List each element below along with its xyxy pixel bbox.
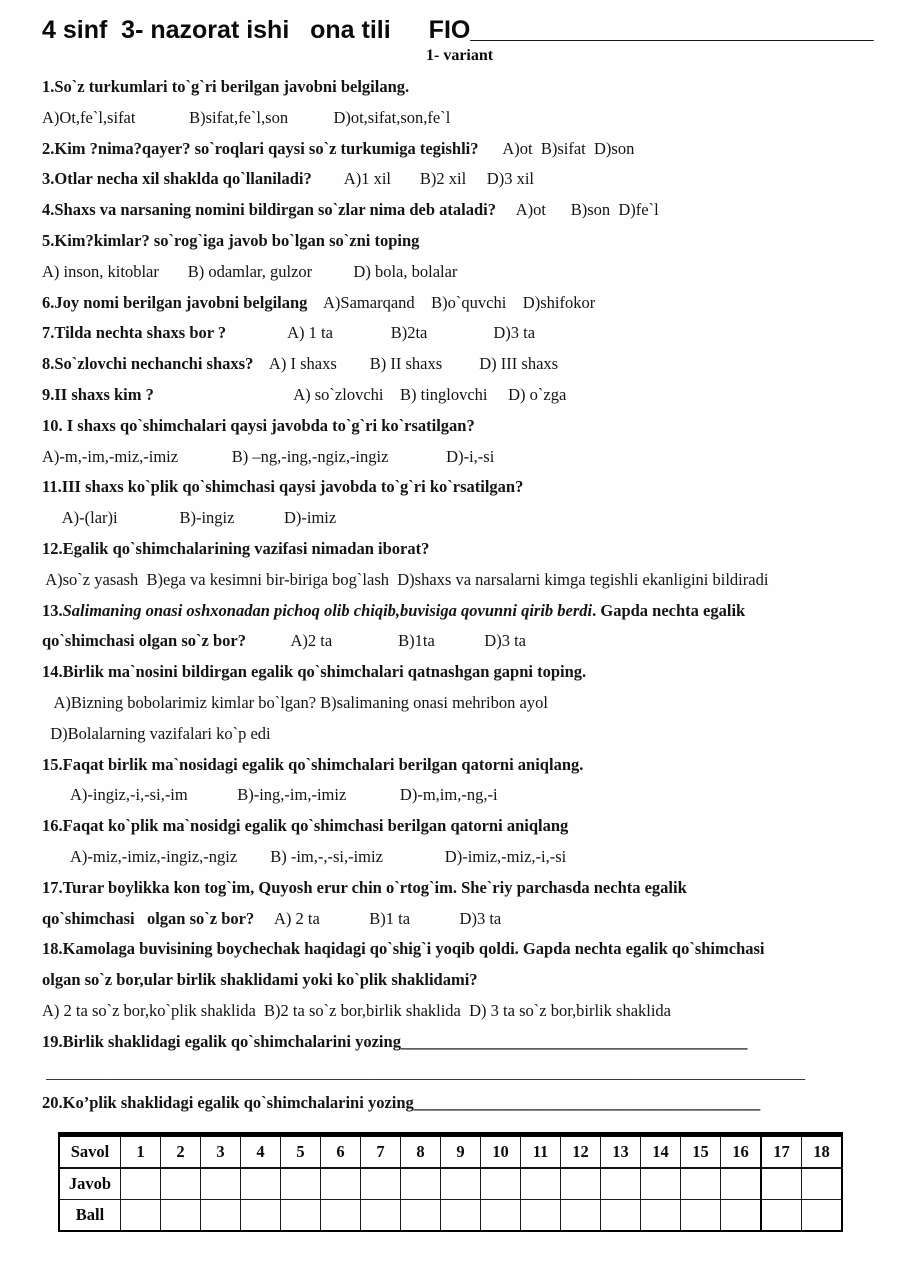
text-segment: A)2 ta B)1ta D)3 ta	[245, 631, 526, 651]
text-segment: A)so`z yasash B)ega va kesimni bir-biriga bog`lash D)shaxs va narsalarni kimga tegishli ekanligini bildiradi	[42, 569, 769, 589]
question-number-cell: 17	[761, 1135, 802, 1169]
empty-answer-cell	[802, 1168, 843, 1200]
text-segment: 14.Birlik ma`nosini bildirgan egalik qo`shimchalari qatnashgan gapni toping.	[42, 662, 587, 682]
text-segment: 18.Kamolaga buvisining boychechak haqidagi qo`shig`i yoqib qoldi. Gapda nechta egalik qo`shimchasi	[42, 939, 765, 959]
answer-table-row-javob	[59, 1168, 842, 1200]
document-header	[42, 14, 875, 46]
text-line-32	[42, 1027, 875, 1058]
empty-answer-cell	[521, 1168, 561, 1200]
text-line-8	[42, 288, 875, 319]
empty-answer-cell	[441, 1168, 481, 1200]
empty-answer-cell	[321, 1168, 361, 1200]
text-segment: 1.So`z turkumlari to`g`ri berilgan javobni belgilang.	[42, 77, 410, 96]
text-segment: 2.Kim ?nima?qayer? so`roqlari qaysi so`z turkumiga tegishli?	[42, 138, 479, 158]
variant-label: 1- variant	[426, 47, 494, 64]
text-segment: qo`shimchasi olgan so`z bor?	[42, 631, 246, 651]
text-segment: __________________________________________	[413, 1093, 761, 1113]
text-segment: olgan so`z bor,ular birlik shaklidami yoki ko`plik shaklidami?	[42, 970, 478, 990]
empty-answer-cell	[561, 1168, 601, 1200]
question-number-cell: 7	[361, 1135, 401, 1169]
empty-answer-cell	[481, 1200, 521, 1232]
text-segment: 8.So`zlovchi nechanchi shaxs?	[42, 354, 254, 374]
text-line-27	[42, 873, 875, 904]
text-segment: Salimaning onasi oshxonadan pichoq olib chiqib,buvisiga qovunni qirib berdi	[62, 600, 593, 620]
empty-answer-cell	[721, 1168, 762, 1200]
text-segment: A)-miz,-imiz,-ingiz,-ngiz B) -im,-,-si,-imiz D)-imiz,-miz,-i,-si	[42, 846, 567, 866]
empty-answer-cell	[241, 1200, 281, 1232]
text-line-1	[42, 72, 875, 103]
text-segment: A) 2 ta B)1 ta D)3 ta	[254, 908, 502, 928]
text-line-4	[42, 164, 875, 195]
empty-answer-cell	[201, 1200, 241, 1232]
empty-answer-cell	[641, 1200, 681, 1232]
text-line-15	[42, 503, 875, 534]
text-line-17	[42, 565, 875, 596]
empty-answer-cell	[601, 1168, 641, 1200]
empty-answer-cell	[401, 1168, 441, 1200]
question-number-cell: 1	[121, 1135, 161, 1169]
text-line-34	[42, 1088, 875, 1119]
question-number-cell: 15	[681, 1135, 721, 1169]
text-line-11	[42, 380, 875, 411]
empty-answer-cell	[681, 1200, 721, 1232]
empty-answer-cell	[401, 1200, 441, 1232]
text-line-21	[42, 688, 875, 719]
question-number-cell: 11	[521, 1135, 561, 1169]
empty-answer-cell	[521, 1200, 561, 1232]
text-segment: A)Ot,fe`l,sifat B)sifat,fe`l,son D)ot,sifat,son,fe`l	[42, 107, 451, 127]
question-number-cell: 9	[441, 1135, 481, 1169]
text-line-9	[42, 318, 875, 349]
empty-answer-cell	[761, 1200, 802, 1232]
text-segment: 3.Otlar necha xil shaklda qo`llaniladi?	[42, 169, 312, 189]
empty-answer-cell	[681, 1168, 721, 1200]
question-number-cell: 18	[802, 1135, 843, 1169]
text-segment: A) I shaxs B) II shaxs D) III shaxs	[253, 354, 559, 374]
empty-answer-cell	[441, 1200, 481, 1232]
table-row-label: Ball	[59, 1200, 121, 1232]
text-line-25	[42, 811, 875, 842]
text-segment: 19.Birlik shaklidagi egalik qo`shimchalarini yozing	[42, 1031, 401, 1051]
text-line-31	[42, 996, 875, 1027]
text-segment: 6.Joy nomi berilgan javobni belgilang	[42, 292, 308, 312]
text-segment: A) 1 ta B)2ta D)3 ta	[226, 323, 536, 343]
text-segment: D)Bolalarning vazifalari ko`p edi	[42, 723, 271, 743]
text-line-13	[42, 442, 875, 473]
empty-answer-cell	[802, 1200, 843, 1232]
question-number-cell: 8	[401, 1135, 441, 1169]
answer-table-row-ball	[59, 1200, 842, 1232]
question-number-cell: 4	[241, 1135, 281, 1169]
fio-blank-line: _____________________________	[470, 16, 874, 44]
table-row-label: Javob	[59, 1168, 121, 1200]
text-segment: A)-m,-im,-miz,-imiz B) –ng,-ing,-ngiz,-ingiz D)-i,-si	[42, 446, 495, 466]
text-segment: A)-ingiz,-i,-si,-im B)-ing,-im,-imiz D)-m,im,-ng,-i	[42, 785, 498, 805]
text-segment: 5.Kim?kimlar? so`rog`iga javob bo`lgan so`zni toping	[42, 230, 420, 250]
text-line-23	[42, 750, 875, 781]
empty-answer-cell	[281, 1200, 321, 1232]
text-segment: 11.III shaxs ko`plik qo`shimchasi qaysi javobda to`g`ri ko`rsatilgan?	[42, 477, 524, 497]
empty-answer-cell	[561, 1200, 601, 1232]
question-number-cell: 6	[321, 1135, 361, 1169]
text-line-7	[42, 257, 875, 288]
text-segment: 12.Egalik qo`shimchalarining vazifasi nimadan iborat?	[42, 538, 430, 558]
text-segment: 7.Tilda nechta shaxs bor ?	[42, 323, 227, 343]
text-segment: 16.Faqat ko`plik ma`nosidgi egalik qo`shimchasi berilgan qatorni aniqlang	[42, 816, 569, 836]
questions-section	[42, 72, 875, 1119]
empty-answer-cell	[601, 1200, 641, 1232]
empty-answer-cell	[121, 1200, 161, 1232]
text-segment: 10. I shaxs qo`shimchalari qaysi javobda to`g`ri ko`rsatilgan?	[42, 415, 475, 435]
text-segment: qo`shimchasi olgan so`z bor?	[42, 908, 255, 928]
text-line-14	[42, 472, 875, 503]
answer-table	[58, 1132, 843, 1232]
empty-answer-cell	[321, 1200, 361, 1232]
fio-label: FIO	[428, 16, 471, 44]
text-segment: __________________________________________	[400, 1031, 748, 1051]
text-segment: 13.	[42, 600, 63, 620]
text-line-20	[42, 657, 875, 688]
empty-answer-cell	[161, 1168, 201, 1200]
text-segment: 4.Shaxs va narsaning nomini bildirgan so`zlar nima deb ataladi?	[42, 200, 496, 220]
empty-answer-cell	[761, 1168, 802, 1200]
question-number-cell: 2	[161, 1135, 201, 1169]
text-line-2	[42, 103, 875, 134]
text-segment: A)ot B)sifat D)son	[478, 138, 635, 158]
text-line-18	[42, 596, 875, 627]
text-line-16	[42, 534, 875, 565]
question-number-cell: 5	[281, 1135, 321, 1169]
text-segment: 17.Turar boylikka kon tog`im, Quyosh erur chin o`rtog`im. She`riy parchasda nechta egalik	[42, 877, 687, 897]
text-segment: A)Samarqand B)o`quvchi D)shifokor	[307, 292, 596, 312]
text-segment: A)ot B)son D)fe`l	[496, 200, 659, 220]
text-segment: 15.Faqat birlik ma`nosidagi egalik qo`shimchalari berilgan qatorni aniqlang.	[42, 754, 584, 774]
empty-answer-cell	[161, 1200, 201, 1232]
question-number-cell: 14	[641, 1135, 681, 1169]
question-number-cell: 3	[201, 1135, 241, 1169]
empty-answer-cell	[281, 1168, 321, 1200]
text-line-24	[42, 780, 875, 811]
answer-table-header-row	[59, 1135, 842, 1169]
text-segment: 20.Ko’plik shaklidagi egalik qo`shimchalarini yozing	[42, 1093, 414, 1113]
text-segment: A) 2 ta so`z bor,ko`plik shaklida B)2 ta so`z bor,birlik shaklida D) 3 ta so`z bor,birlik shaklida	[42, 1000, 672, 1020]
empty-answer-cell	[361, 1168, 401, 1200]
text-segment: A)1 xil B)2 xil D)3 xil	[311, 169, 535, 189]
empty-answer-cell	[361, 1200, 401, 1232]
text-line-28	[42, 904, 875, 935]
text-line-6	[42, 226, 875, 257]
text-line-5	[42, 195, 875, 226]
savol-header-cell: Savol	[59, 1135, 121, 1169]
question-number-cell: 13	[601, 1135, 641, 1169]
text-line-19	[42, 626, 875, 657]
empty-answer-cell	[481, 1168, 521, 1200]
text-line-12	[42, 411, 875, 442]
text-segment: 9.II shaxs kim ?	[42, 384, 154, 404]
text-segment: ____________________________________________________________________________________________	[42, 1062, 806, 1082]
empty-answer-cell	[241, 1168, 281, 1200]
text-line-29	[42, 934, 875, 965]
question-number-cell: 16	[721, 1135, 762, 1169]
text-line-3	[42, 134, 875, 165]
text-line-22	[42, 719, 875, 750]
text-segment: A) so`zlovchi B) tinglovchi D) o`zga	[153, 384, 567, 404]
empty-answer-cell	[641, 1168, 681, 1200]
text-line-26	[42, 842, 875, 873]
text-segment: . Gapda nechta egalik	[592, 600, 746, 620]
empty-answer-cell	[121, 1168, 161, 1200]
text-line-10	[42, 349, 875, 380]
text-segment: A) inson, kitoblar B) odamlar, gulzor D) bola, bolalar	[42, 261, 458, 281]
text-line-30	[42, 965, 875, 996]
question-number-cell: 10	[481, 1135, 521, 1169]
text-line-33	[42, 1058, 875, 1089]
question-number-cell: 12	[561, 1135, 601, 1169]
text-segment: A)-(lar)i B)-ingiz D)-imiz	[42, 508, 337, 528]
text-segment: A)Bizning bobolarimiz kimlar bo`lgan? B)salimaning onasi mehribon ayol	[42, 692, 548, 712]
empty-answer-cell	[201, 1168, 241, 1200]
page-title: 4 sinf 3- nazorat ishi ona tili	[42, 16, 391, 44]
empty-answer-cell	[721, 1200, 762, 1232]
